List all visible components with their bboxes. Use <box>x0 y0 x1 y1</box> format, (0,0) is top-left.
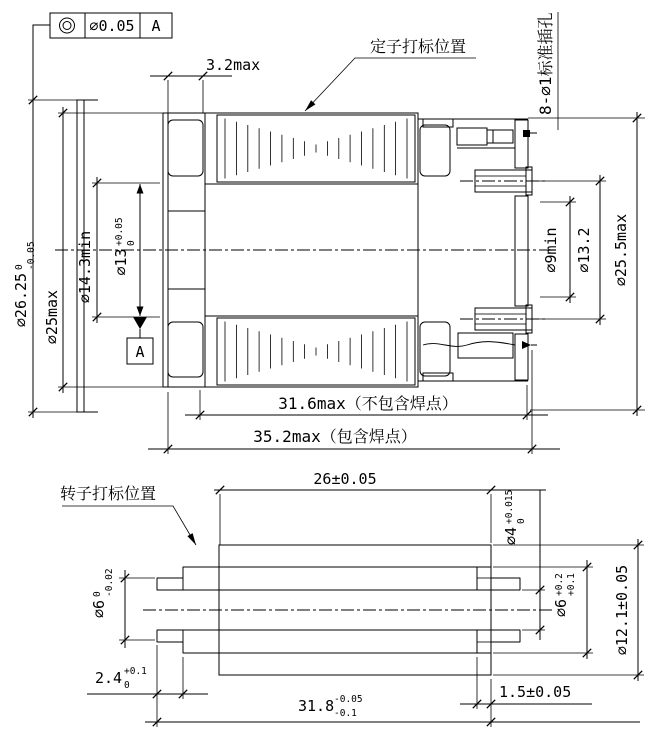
dim-text: 26±0.05 <box>313 470 377 488</box>
datum-label: A <box>135 343 145 361</box>
dim-tol-lower: -0.1 <box>334 708 357 719</box>
terminal-pin-top <box>460 167 545 195</box>
gdt-leader-line <box>33 25 50 418</box>
end-winding-right-top <box>420 125 450 176</box>
dim-left-step-length <box>87 645 208 727</box>
dim-tol-lower: +0.1 <box>566 573 577 596</box>
dim-shaft-od-left <box>90 568 155 648</box>
dim-text: ⌀6 <box>552 598 570 618</box>
gdt-tolerance: ⌀0.05 <box>89 17 135 35</box>
dim-text: ⌀9min <box>542 227 560 273</box>
dim-text: 2.4 <box>95 669 123 687</box>
dim-stator-bore <box>112 184 153 364</box>
concentricity-icon <box>60 18 75 33</box>
dim-text: ⌀6 <box>90 599 108 619</box>
jacks-label: 8-⌀1标准插孔 <box>536 12 555 115</box>
dim-tol-upper: 0 <box>14 264 25 270</box>
dim-text: 35.2max（包含焊点） <box>253 427 417 446</box>
stator-mark-label: 定子打标位置 <box>370 37 467 56</box>
dim-right-step-length <box>460 657 592 727</box>
gdt-datum: A <box>151 17 161 35</box>
dim-shaft-bore <box>502 490 545 640</box>
dim-text: ⌀25max <box>43 289 61 345</box>
dim-tol-lower: -0.05 <box>26 241 37 270</box>
leader-arrow <box>187 533 196 545</box>
dim-text: ⌀13 <box>112 248 130 276</box>
dim-tol-upper: +0.2 <box>554 573 565 596</box>
lead-wire <box>423 342 515 347</box>
stator-section-view <box>12 12 645 454</box>
gdt-frame <box>50 13 172 38</box>
dim-tol-upper: +0.05 <box>114 217 125 246</box>
dim-tol-lower: -0.02 <box>104 568 115 597</box>
dim-text: ⌀4 <box>502 526 520 545</box>
dim-tol-upper: 0 <box>92 591 103 597</box>
dim-text: ⌀14.3min <box>76 230 94 304</box>
dim-tol-lower: 0 <box>126 240 137 246</box>
dim-pin-inner-circle <box>540 196 576 303</box>
end-winding-right-bottom <box>420 322 450 376</box>
dim-magnet-length <box>214 470 546 545</box>
dim-text: ⌀25.5max <box>612 213 630 287</box>
dim-end-winding-overhang <box>150 56 260 113</box>
dim-tol-lower: 0 <box>124 680 130 691</box>
dim-text: 3.2max <box>206 56 261 74</box>
rotor-mark-label: 转子打标位置 <box>60 484 157 503</box>
jacks-callout <box>536 12 558 130</box>
solder-point-bottom <box>522 341 531 349</box>
rotor-mark-callout <box>60 484 196 545</box>
dim-stator-flange-od <box>12 96 77 416</box>
dim-text: 1.5±0.05 <box>499 683 572 701</box>
dim-text: ⌀26.25 <box>12 272 30 328</box>
dim-text: 31.6max（不包含焊点） <box>278 394 458 413</box>
dim-sleeve-bore <box>493 560 593 659</box>
datum-a-symbol <box>127 317 153 364</box>
end-winding-left-top <box>168 120 203 176</box>
stator-mark-callout <box>305 37 476 111</box>
dim-text: ⌀12.1±0.05 <box>613 564 631 656</box>
terminal-pin-bottom <box>460 305 545 333</box>
solder-point-top <box>523 130 530 137</box>
dim-tol-lower: 0 <box>516 518 527 524</box>
end-winding-left-bottom <box>168 322 203 377</box>
winding-turns-bottom <box>225 322 407 382</box>
dim-tol-upper: +0.1 <box>124 666 147 677</box>
dim-text: ⌀13.2 <box>575 227 593 273</box>
dim-tol-upper: +0.015 <box>504 489 515 524</box>
winding-turns-top <box>225 119 407 179</box>
dim-length-no-solder <box>185 385 548 420</box>
dim-text: 31.8 <box>298 697 335 715</box>
dim-tol-upper: -0.05 <box>334 694 363 705</box>
rotor-section-view <box>60 470 644 727</box>
